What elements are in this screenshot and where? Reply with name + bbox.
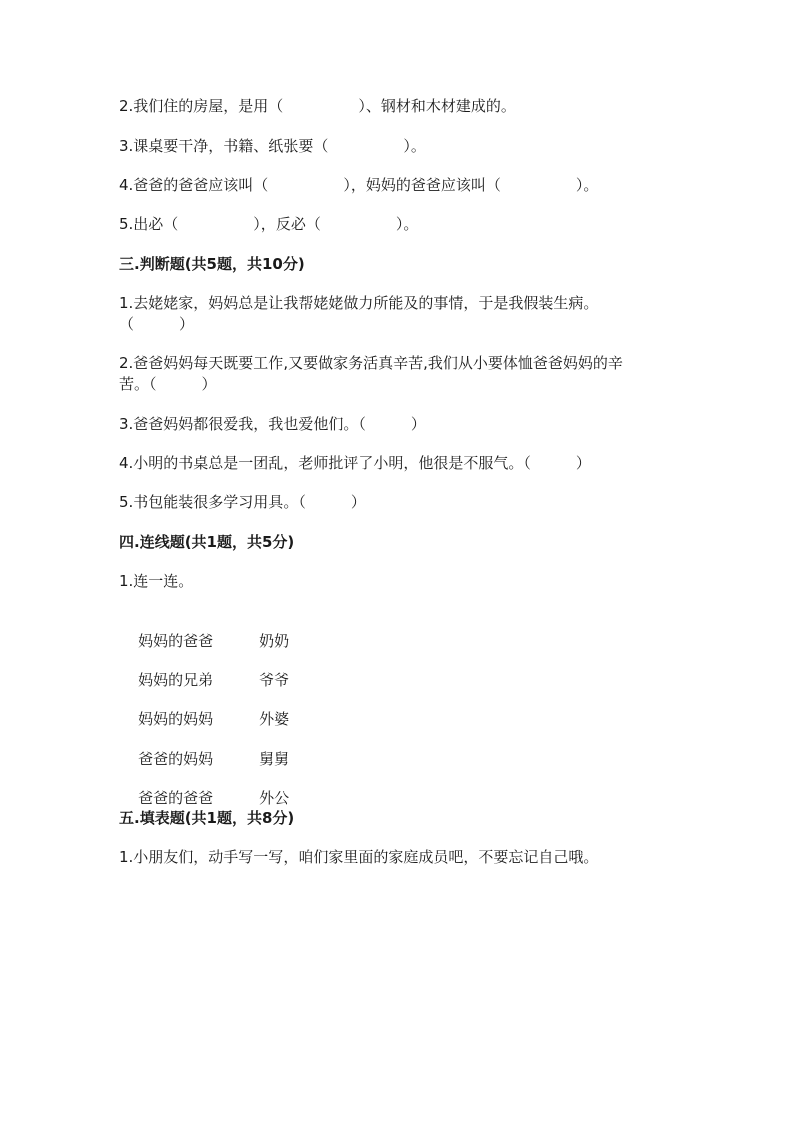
judge-question-2-line-2: 苦。（ ） bbox=[119, 375, 217, 393]
matching-right-item: 外婆 bbox=[259, 710, 290, 728]
matching-left-item: 爸爸的爸爸 bbox=[138, 789, 214, 807]
matching-left-item: 爸爸的妈妈 bbox=[138, 750, 214, 768]
matching-left-item: 妈妈的妈妈 bbox=[138, 710, 214, 728]
judge-section-heading: 三.判断题(共5题，共10分) bbox=[119, 255, 305, 273]
fill-blank-question-3: 3.课桌要干净，书籍、纸张要（ ）。 bbox=[119, 137, 426, 155]
judge-question-3: 3.爸爸妈妈都很爱我，我也爱他们。（ ） bbox=[119, 415, 426, 433]
matching-left-item: 妈妈的兄弟 bbox=[138, 671, 214, 689]
fill-blank-question-4: 4.爸爸的爸爸应该叫（ ），妈妈的爸爸应该叫（ ）。 bbox=[119, 176, 599, 194]
matching-right-item: 外公 bbox=[259, 789, 290, 807]
judge-question-1-line-1: 1.去姥姥家，妈妈总是让我帮姥姥做力所能及的事情，于是我假装生病。 bbox=[119, 294, 599, 312]
judge-question-1-line-2: （ ） bbox=[119, 315, 195, 333]
matching-right-item: 舅舅 bbox=[259, 750, 290, 768]
matching-section-heading: 四.连线题(共1题，共5分) bbox=[119, 533, 295, 551]
matching-right-item: 奶奶 bbox=[259, 632, 290, 650]
fill-blank-question-5: 5.出必（ ），反必（ ）。 bbox=[119, 215, 419, 233]
table-fill-section-heading: 五.填表题(共1题，共8分) bbox=[119, 809, 295, 827]
matching-left-item: 妈妈的爸爸 bbox=[138, 632, 214, 650]
judge-question-5: 5.书包能装很多学习用具。（ ） bbox=[119, 493, 366, 511]
judge-question-4: 4.小明的书桌总是一团乱，老师批评了小明，他很是不服气。（ ） bbox=[119, 454, 591, 472]
matching-question-1: 1.连一连。 bbox=[119, 572, 194, 590]
table-fill-question-1: 1.小朋友们，动手写一写，咱们家里面的家庭成员吧，不要忘记自己哦。 bbox=[119, 848, 599, 866]
fill-blank-question-2: 2.我们住的房屋，是用（ ）、钢材和木材建成的。 bbox=[119, 97, 516, 115]
judge-question-2-line-1: 2.爸爸妈妈每天既要工作,又要做家务活真辛苦,我们从小要体恤爸爸妈妈的辛 bbox=[119, 354, 623, 372]
matching-right-item: 爷爷 bbox=[259, 671, 290, 689]
